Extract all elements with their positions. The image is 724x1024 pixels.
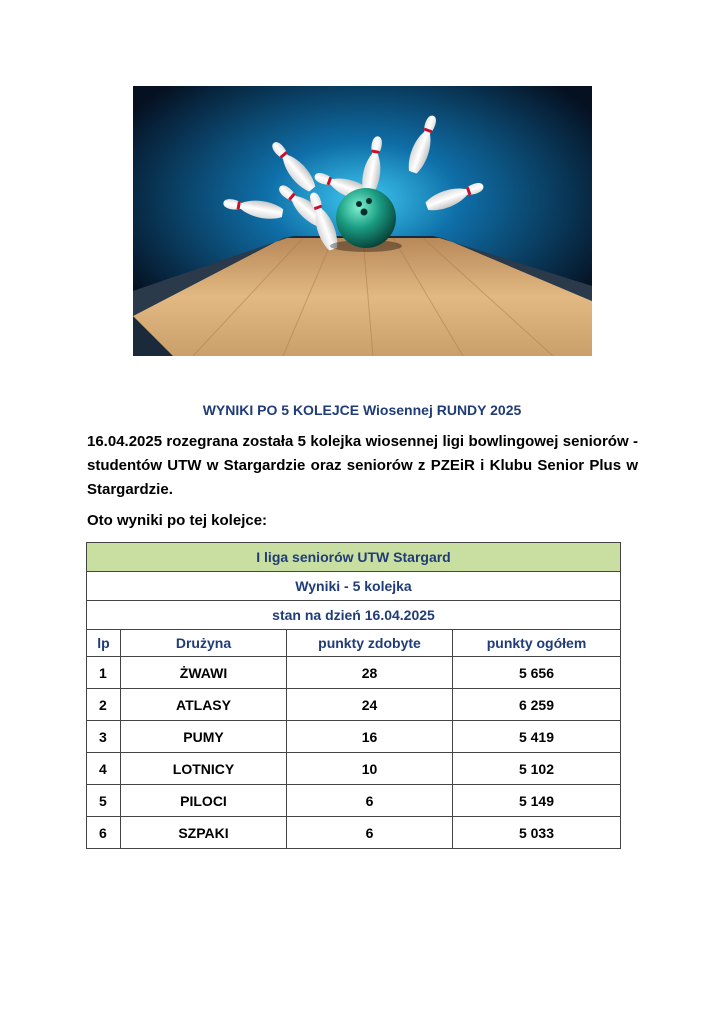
status-row	[87, 601, 621, 630]
bowling-strike-illustration	[133, 86, 592, 356]
results-table	[86, 542, 621, 849]
col-header-team: Drużyna	[121, 630, 287, 657]
cell-points: 10	[287, 753, 453, 785]
cell-points: 6	[287, 785, 453, 817]
col-header-total: punkty ogółem	[453, 630, 621, 657]
results-lead: Oto wyniki po tej kolejce:	[87, 512, 268, 529]
cell-team: LOTNICY	[121, 753, 287, 785]
cell-points: 24	[287, 689, 453, 721]
intro-paragraph	[87, 430, 638, 502]
page-title: WYNIKI PO 5 KOLEJCE Wiosennej RUNDY 2025	[202, 402, 522, 418]
cell-points: 28	[287, 657, 453, 689]
cell-total: 5 419	[453, 721, 621, 753]
table-row	[87, 657, 621, 689]
cell-team: ŻWAWI	[121, 657, 287, 689]
header-row	[87, 630, 621, 657]
cell-total: 5 102	[453, 753, 621, 785]
cell-lp: 2	[87, 689, 121, 721]
table-row	[87, 689, 621, 721]
league-row	[87, 543, 621, 572]
cell-total: 5 656	[453, 657, 621, 689]
cell-lp: 3	[87, 721, 121, 753]
cell-total: 5 033	[453, 817, 621, 849]
cell-team: PILOCI	[121, 785, 287, 817]
cell-total: 6 259	[453, 689, 621, 721]
bowling-photo	[133, 86, 592, 356]
round-label: Wyniki - 5 kolejka	[87, 572, 621, 601]
cell-total: 5 149	[453, 785, 621, 817]
cell-team: SZPAKI	[121, 817, 287, 849]
table-row	[87, 785, 621, 817]
cell-team: PUMY	[121, 721, 287, 753]
cell-lp: 6	[87, 817, 121, 849]
cell-lp: 4	[87, 753, 121, 785]
status-date: stan na dzień 16.04.2025	[87, 601, 621, 630]
col-header-lp: lp	[87, 630, 121, 657]
bowling-ball	[336, 188, 396, 248]
cell-points: 16	[287, 721, 453, 753]
intro-text: 16.04.2025 rozegrana została 5 kolejka wiosennej ligi bowlingowej seniorów - studentów UTW w Stargardzie oraz seniorów z PZEiR i Klubu Senior Plus w Stargardzie.	[87, 433, 638, 498]
table-row	[87, 817, 621, 849]
cell-points: 6	[287, 817, 453, 849]
table-row	[87, 721, 621, 753]
col-header-points: punkty zdobyte	[287, 630, 453, 657]
cell-lp: 5	[87, 785, 121, 817]
cell-lp: 1	[87, 657, 121, 689]
cell-team: ATLASY	[121, 689, 287, 721]
league-name: I liga seniorów UTW Stargard	[87, 543, 621, 572]
table-row	[87, 753, 621, 785]
round-row	[87, 572, 621, 601]
